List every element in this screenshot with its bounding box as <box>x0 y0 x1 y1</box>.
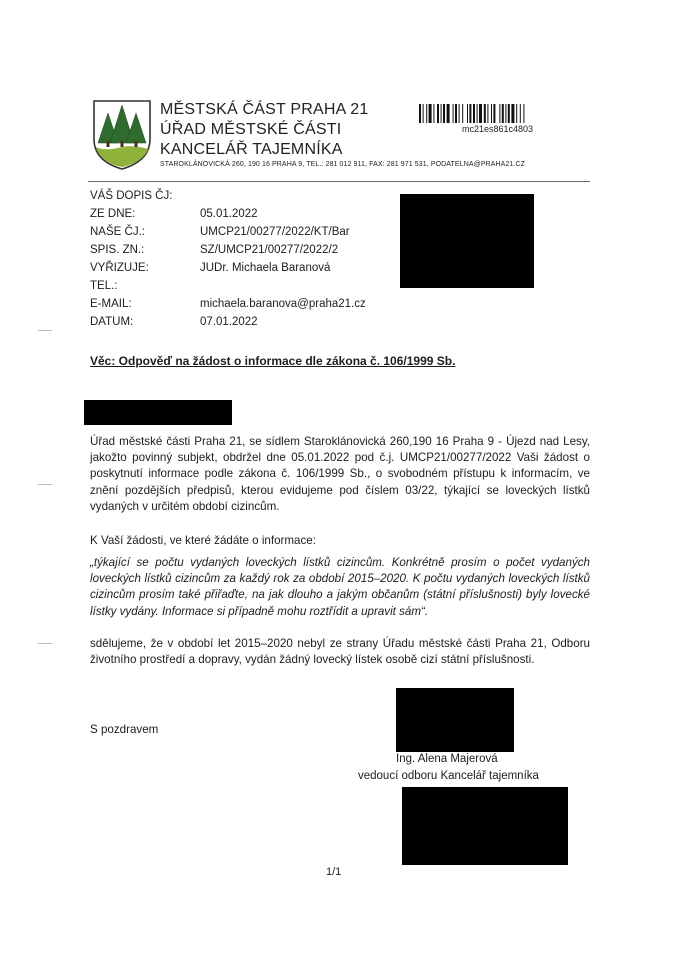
meta-label: E-MAIL: <box>90 298 132 310</box>
redaction-box <box>400 194 534 288</box>
redaction-box <box>84 400 232 425</box>
meta-label: ZE DNE: <box>90 208 136 220</box>
body-paragraph: sdělujeme, že v období let 2015–2020 nebyl ze strany Úřadu městské části Praha 21, Odboru životního prostředí a dopravy, vydán žádný lovecký lístek osobě cizí státní příslušnosti. <box>90 637 590 667</box>
meta-value: JUDr. Michaela Baranová <box>200 262 331 274</box>
meta-value: SZ/UMCP21/00277/2022/2 <box>200 244 339 256</box>
meta-values <box>200 187 366 331</box>
org-address: STAROKLÁNOVICKÁ 260, 190 16 PRAHA 9, TEL.: 281 012 911, FAX: 281 971 531, PODATELNA@PRAHA21.CZ <box>160 161 526 168</box>
organization-name <box>160 100 368 160</box>
redaction-box <box>402 787 568 865</box>
org-line-2: ÚŘAD MĚSTSKÉ ČÁSTI <box>160 121 342 138</box>
redaction-box <box>396 688 514 752</box>
body-paragraph: Úřad městské části Praha 21, se sídlem Staroklánovická 260,190 16 Praha 9 - Újezd nad Lesy, jakožto povinný subjekt, obdržel dne 05.01.2022 pod č.j. UMCP21/00277/2022 Vaši žádost o poskytnutí informace podle zákona č. 106/1999 Sb., o svobodném přístupu k informacím, ve znění pozdějších předpisů, kterou evidujeme pod číslem 03/22, týkající se loveckých lístků vydaných v určitém období cizincům. <box>90 435 590 513</box>
meta-labels <box>90 187 172 331</box>
signatory-role: vedoucí odboru Kancelář tajemníka <box>358 770 539 782</box>
meta-value: 07.01.2022 <box>200 316 258 328</box>
meta-value <box>200 187 366 205</box>
body-paragraph: K Vaší žádosti, ve které žádáte o informace: <box>90 534 316 547</box>
meta-label: VÁŠ DOPIS ČJ: <box>90 190 173 202</box>
header-divider <box>88 181 590 182</box>
fold-mark <box>38 330 52 331</box>
barcode-number: mc21es861c4803 <box>462 124 534 134</box>
meta-label: DATUM: <box>90 316 134 328</box>
quoted-request: „týkající se počtu vydaných loveckých lístků cizincům. Konkrétně prosím o počet vydaných loveckých lístků cizincům za každý rok za období 2015–2020. K počtu vydaných loveckých lístků cizincům prosím také přiřaďte, na jak dlouho a jakým občanům (státní příslušnosti) byly lovecké lístky vydány. Informace si případně mohu roztřídit a upravit sám“. <box>90 556 590 618</box>
letter-subject: Věc: Odpověď na žádost o informace dle zákona č. 106/1999 Sb. <box>90 354 456 368</box>
org-line-3: KANCELÁŘ TAJEMNÍKA <box>160 141 343 158</box>
document-barcode <box>419 104 565 123</box>
org-line-1: MĚSTSKÁ ČÁST PRAHA 21 <box>160 101 369 118</box>
meta-label: VYŘIZUJE: <box>90 262 149 274</box>
signatory-name: Ing. Alena Majerová <box>396 753 498 765</box>
meta-label: TEL.: <box>90 280 118 292</box>
meta-value <box>200 277 366 295</box>
fold-mark <box>38 643 52 644</box>
meta-label: NAŠE ČJ.: <box>90 226 145 238</box>
meta-value: 05.01.2022 <box>200 208 258 220</box>
meta-value: UMCP21/00277/2022/KT/Bar <box>200 226 350 238</box>
meta-label: SPIS. ZN.: <box>90 244 145 256</box>
closing-greeting: S pozdravem <box>90 723 159 736</box>
meta-value: michaela.baranova@praha21.cz <box>200 298 366 310</box>
page-number: 1/1 <box>326 866 342 878</box>
municipal-crest-logo <box>90 97 154 171</box>
fold-mark <box>38 484 52 485</box>
